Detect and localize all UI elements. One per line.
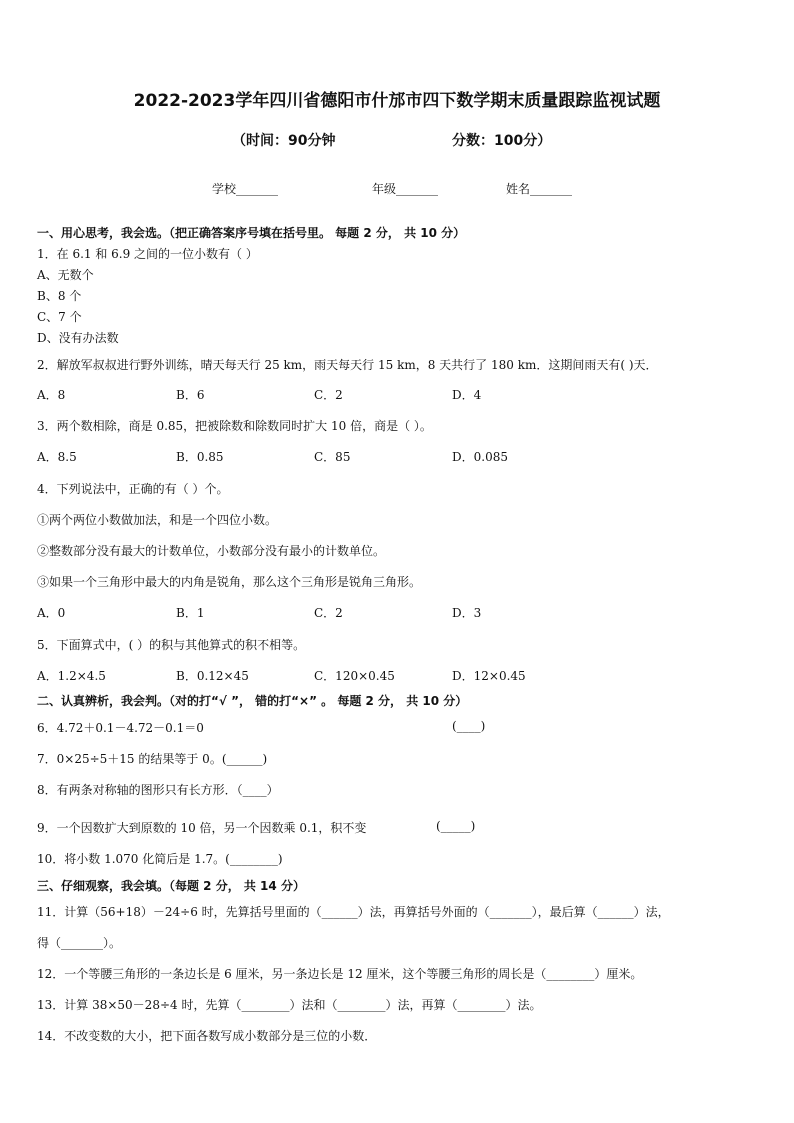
time-limit: （时间：90分钟 xyxy=(232,133,336,149)
name-field: 姓名_______ xyxy=(506,182,573,196)
q5-option-a: A．1.2×4.5 xyxy=(37,669,106,683)
q1-option-b: B、8 个 xyxy=(37,289,82,303)
q3-option-a: A．8.5 xyxy=(37,450,77,464)
q2-option-c: C．2 xyxy=(314,388,343,402)
q1-option-a: A、无数个 xyxy=(37,268,94,282)
q5-option-d: D．12×0.45 xyxy=(452,669,526,683)
question-7: 7．0×25÷5＋15 的结果等于 0。(______) xyxy=(37,752,268,766)
question-1: 1．在 6.1 和 6.9 之间的一位小数有（ ） xyxy=(37,247,258,261)
question-8: 8．有两条对称轴的图形只有长方形．（____） xyxy=(37,783,279,797)
question-9: 9．一个因数扩大到原数的 10 倍，另一个因数乘 0.1，积不变 xyxy=(37,821,367,835)
q4-statement-2: ②整数部分没有最大的计数单位，小数部分没有最小的计数单位。 xyxy=(37,544,386,558)
section-2-heading: 二、认真辨析，我会判。（对的打“√ ”， 错的打“×” 。 每题 2 分， 共 10 分） xyxy=(37,694,468,708)
section-3-heading: 三、仔细观察，我会填。（每题 2 分， 共 14 分） xyxy=(37,879,305,893)
section-1-heading: 一、用心思考，我会选。（把正确答案序号填在括号里。 每题 2 分， 共 10 分） xyxy=(37,226,466,240)
q1-option-c: C、7 个 xyxy=(37,310,82,324)
q4-option-a: A．0 xyxy=(37,606,66,620)
q4-option-b: B．1 xyxy=(176,606,205,620)
q4-option-d: D．3 xyxy=(452,606,482,620)
q2-option-d: D．4 xyxy=(452,388,482,402)
q9-answer-blank: (_____) xyxy=(436,819,476,833)
question-3: 3．两个数相除，商是 0.85，把被除数和除数同时扩大 10 倍，商是（ ）。 xyxy=(37,419,432,433)
question-12: 12．一个等腰三角形的一条边长是 6 厘米，另一条边长是 12 厘米，这个等腰三角形的周长是（________）厘米。 xyxy=(37,967,643,981)
q5-option-c: C．120×0.45 xyxy=(314,669,395,683)
question-6: 6．4.72＋0.1－4.72－0.1＝0 xyxy=(37,721,204,735)
page-title: 2022-2023学年四川省德阳市什邡市四下数学期末质量跟踪监视试题 xyxy=(133,91,661,111)
q3-option-b: B．0.85 xyxy=(176,450,224,464)
q2-option-a: A．8 xyxy=(37,388,66,402)
question-2: 2．解放军叔叔进行野外训练，晴天每天行 25 km，雨天每天行 15 km，8 天共行了 180 km．这期间雨天有( )天． xyxy=(37,358,658,372)
q2-option-b: B．6 xyxy=(176,388,205,402)
q3-option-c: C．85 xyxy=(314,450,351,464)
question-11-cont: 得（_______）。 xyxy=(37,936,122,950)
school-field: 学校_______ xyxy=(212,182,279,196)
q6-answer-blank: (____) xyxy=(452,719,486,733)
q4-statement-1: ①两个两位小数做加法，和是一个四位小数。 xyxy=(37,513,278,527)
q5-option-b: B．0.12×45 xyxy=(176,669,249,683)
question-14: 14．不改变数的大小，把下面各数写成小数部分是三位的小数． xyxy=(37,1029,377,1043)
q3-option-d: D．0.085 xyxy=(452,450,508,464)
question-5: 5．下面算式中，( ）的积与其他算式的积不相等。 xyxy=(37,638,306,652)
question-4: 4．下列说法中，正确的有（ ）个。 xyxy=(37,482,229,496)
question-10: 10．将小数 1.070 化简后是 1.7。(________) xyxy=(37,852,283,866)
q4-statement-3: ③如果一个三角形中最大的内角是锐角，那么这个三角形是锐角三角形。 xyxy=(37,575,422,589)
grade-field: 年级_______ xyxy=(372,182,439,196)
total-score: 分数：100分） xyxy=(452,133,552,149)
q4-option-c: C．2 xyxy=(314,606,343,620)
question-11: 11．计算（56+18）－24÷6 时，先算括号里面的（______）法，再算括号外面的（_______），最后算（______）法， xyxy=(37,905,670,919)
question-13: 13．计算 38×50－28÷4 时，先算（________）法和（________）法，再算（________）法。 xyxy=(37,998,542,1012)
q1-option-d: D、没有办法数 xyxy=(37,331,119,345)
